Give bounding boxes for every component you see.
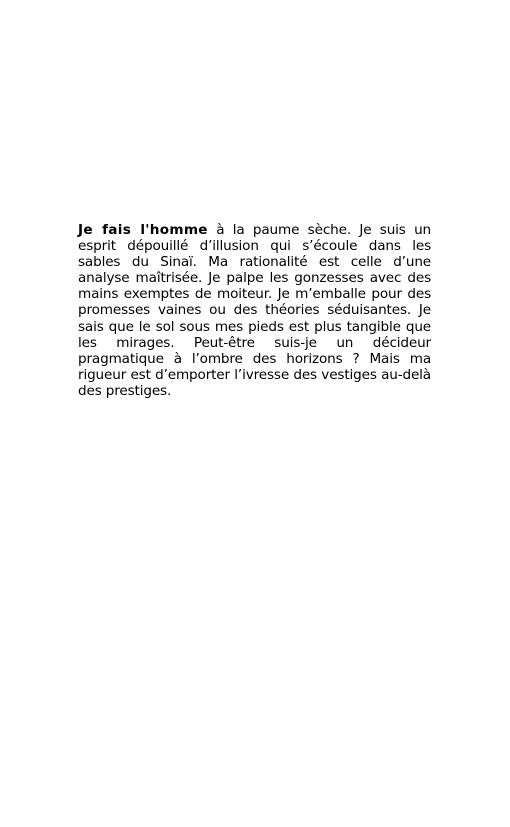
paragraph-text: à la paume sèche. Je suis un esprit dépouillé d’illusion qui s’écoule dans les sables du Sinaï. Ma rationalité est celle d’une analyse maîtrisée. Je palpe les gonzesses avec des mains exemptes de moiteur. Je m’emballe pour des promesses vaines ou des théories séduisantes. Je sais que le sol sous mes pieds est plus tangible que les mirages. Peut-être suis-je un décideur pragmatique à l’ombre des horizons ? Mais ma rigueur est d’emporter l’ivresse des vestiges au-delà des prestiges. bbox=[78, 222, 432, 399]
body-paragraph bbox=[78, 222, 431, 399]
lead-phrase: Je fais l'homme bbox=[78, 222, 208, 238]
